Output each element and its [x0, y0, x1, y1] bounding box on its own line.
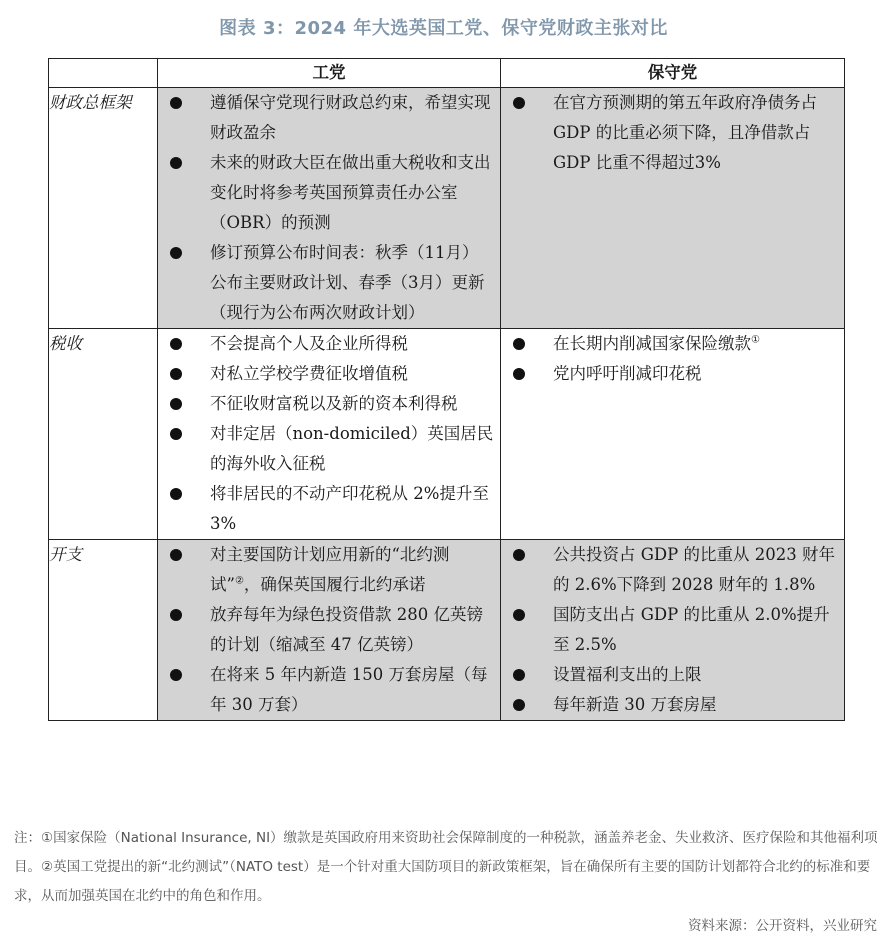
list-item: 设置福利支出的上限: [501, 660, 838, 690]
list-item: 在官方预测期的第五年政府净债务占 GDP 的比重必须下降，且净借款占 GDP 比重不得超过3%: [501, 88, 838, 178]
bullet-icon: [513, 338, 525, 350]
list-item: 放弃每年为绿色投资借款 280 亿英镑的计划（缩减至 47 亿英镑）: [158, 600, 494, 660]
conservative-cell: [501, 329, 845, 540]
bullet-icon: [513, 609, 525, 621]
list-item: 对非定居（non-domiciled）英国居民的海外收入征税: [158, 419, 494, 479]
table-row-fiscal-framework: [49, 88, 845, 329]
list-item: 将非居民的不动产印花税从 2%提升至 3%: [158, 479, 494, 539]
category-label: 开支: [49, 545, 82, 564]
footnote-marker: ①: [751, 334, 760, 346]
bullet-icon: [513, 669, 525, 681]
list-item: 不征收财富税以及新的资本利得税: [158, 389, 494, 419]
bullet-icon: [170, 97, 182, 109]
conservative-cell: [501, 88, 845, 329]
header-row: [49, 59, 845, 88]
table-row-taxation: [49, 329, 845, 540]
bullet-icon: [513, 699, 525, 711]
bullet-icon: [170, 338, 182, 350]
category-label: 税收: [49, 334, 82, 353]
category-cell: [49, 329, 158, 540]
labour-cell: [158, 540, 501, 721]
bullet-icon: [170, 669, 182, 681]
labour-cell: [158, 329, 501, 540]
bullet-icon: [170, 368, 182, 380]
bullet-icon: [170, 488, 182, 500]
list-item: 对主要国防计划应用新的“北约测试”②，确保英国履行北约承诺: [158, 540, 494, 600]
list-item: 未来的财政大臣在做出重大税收和支出变化时将参考英国预算责任办公室（OBR）的预测: [158, 148, 494, 238]
bullet-icon: [170, 549, 182, 561]
table-row-spending: [49, 540, 845, 721]
category-label: 财政总框架: [49, 93, 132, 112]
list-item: 遵循保守党现行财政总约束，希望实现财政盈余: [158, 88, 494, 148]
bullet-icon: [170, 398, 182, 410]
bullet-icon: [513, 97, 525, 109]
footnote-marker: ②: [234, 575, 244, 587]
list-item: 不会提高个人及企业所得税: [158, 329, 494, 359]
category-cell: [49, 540, 158, 721]
bullet-icon: [170, 428, 182, 440]
list-item: 对私立学校学费征收增值税: [158, 359, 494, 389]
bullet-icon: [170, 247, 182, 259]
bullet-icon: [513, 549, 525, 561]
labour-cell: [158, 88, 501, 329]
list-item: 公共投资占 GDP 的比重从 2023 财年的 2.6%下降到 2028 财年的 1.8%: [501, 540, 838, 600]
list-item: 修订预算公布时间表：秋季（11月）公布主要财政计划、春季（3月）更新（现行为公布两次财政计划）: [158, 238, 494, 328]
list-item: 在长期内削减国家保险缴款①: [501, 329, 838, 359]
list-item: 在将来 5 年内新造 150 万套房屋（每年 30 万套）: [158, 660, 494, 720]
figure-title: 图表 3：2024 年大选英国工党、保守党财政主张对比: [219, 18, 668, 39]
bullet-icon: [170, 609, 182, 621]
source-line: 资料来源：公开资料，兴业研究: [688, 918, 877, 934]
comparison-table: [48, 58, 845, 721]
category-cell: [49, 88, 158, 329]
header-blank: [49, 59, 158, 88]
bullet-icon: [513, 368, 525, 380]
list-item: 党内呼吁削减印花税: [501, 359, 838, 389]
list-item: 国防支出占 GDP 的比重从 2.0%提升至 2.5%: [501, 600, 838, 660]
conservative-cell: [501, 540, 845, 721]
bullet-icon: [170, 157, 182, 169]
header-conservative: 保守党: [501, 59, 845, 88]
header-labour: 工党: [158, 59, 501, 88]
footnote: 注：①国家保险（National Insurance, NI）缴款是英国政府用来资助社会保障制度的一种税款，涵盖养老金、失业救济、医疗保险和其他福利项目。②英国工党提出的新“北约测试”（NATO test）是一个针对重大国防项目的新政策框架，旨在确保所有主要的国防计划都符合北约的标准和要求，从而加强英国在北约中的角色和作用。: [14, 830, 878, 904]
list-item: 每年新造 30 万套房屋: [501, 690, 838, 720]
